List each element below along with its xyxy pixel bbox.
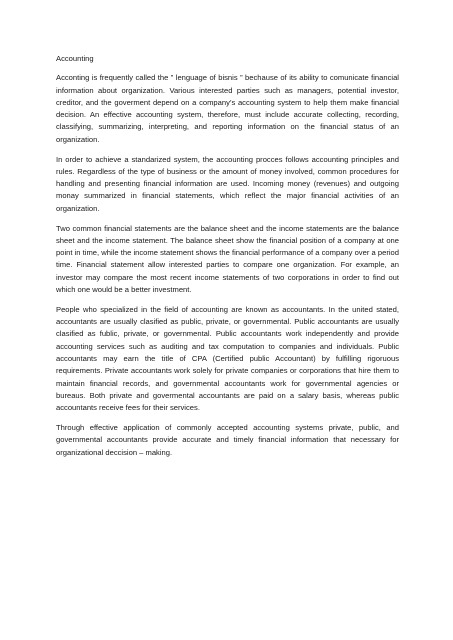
paragraph-5: Through effective application of commonly accepted accounting systems private, public, and governmental accountants provide accurate and timely financial information that necessary for organizational deccision – making. [56, 423, 399, 457]
document-body [56, 53, 399, 466]
paragraph-3: Two common financial statements are the balance sheet and the income statements are the balance sheet and the income statement. The balance sheet show the financial position of a company at one point in time, while the income statement shows the financial performance of a company over a period time. Financial statement allow interested parties to compare one organization. For example, an investor may compare the most recent income statements of two corporations in order to find out which one would be a better investment. [56, 223, 399, 295]
paragraph-2: In order to achieve a standarized system, the accounting procces follows accounting principles and rules. Regardless of the type of business or the amount of money involved, common procedures for handling and presenting financial information are used. Incoming money (revenues) and outgoing monay summarized in financial statements, which reflect the major financial activities of an organization. [56, 154, 399, 213]
paragraph-1: Acconting is frequently called the ” lenguage of bisnis ” bechause of its ability to comunicate financial information about organization. Various interested parties such as managers, potential investor, creditor, and the goverment depend on a company’s accounting system to help them make financial decision. An effective accounting system, therefore, must include accurate collecting, recording, classifying, summarizing, interpreting, and reporting information on the financial status of an organization. [56, 73, 399, 144]
paragraph-4: People who specialized in the field of accounting are known as accountants. In the united stated, accountants are usually clasified as public, private, or governmental. Public accountants are usually clasified as fublic, private, or governmental. Public accountants work independently and provide accounting services such as auditing and tax computation to companies and individuals. Public accountants may earn the title of CPA (Certified public Accountant) by fulfilling rigoruous requirements. Private accountants work solely for private companies or corporations that hire them to maintain financial records, and governmental accountants work for governmental agencies or bureaus. Both private and govermental accountants are paid on a salary basis, whereas public accountants receive fees for their services. [56, 304, 399, 413]
document-title: Accounting [56, 54, 94, 63]
